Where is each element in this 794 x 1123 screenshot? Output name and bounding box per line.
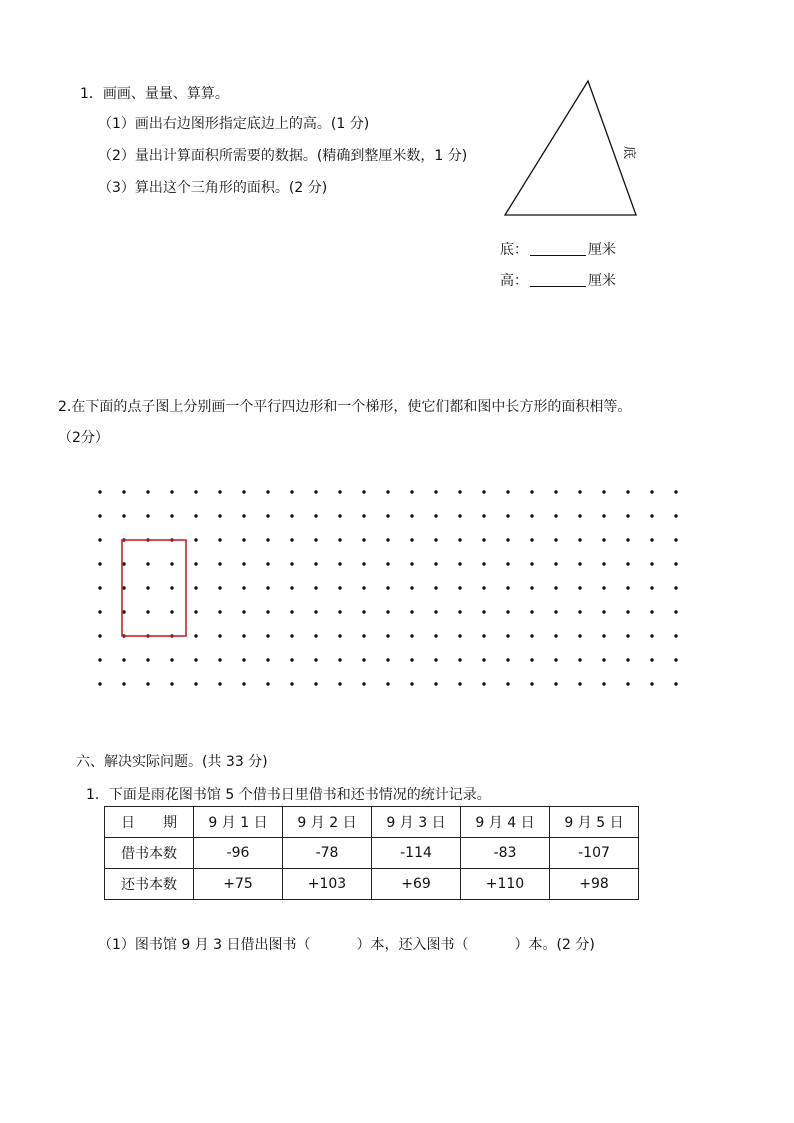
grid-dot bbox=[290, 514, 293, 517]
grid-dot bbox=[578, 562, 581, 565]
grid-dot bbox=[554, 610, 557, 613]
grid-dot bbox=[242, 658, 245, 661]
grid-dot bbox=[218, 610, 221, 613]
grid-dot bbox=[194, 682, 197, 685]
grid-dot bbox=[650, 610, 653, 613]
grid-dot bbox=[194, 634, 197, 637]
grid-dot bbox=[122, 562, 125, 565]
grid-dot bbox=[218, 658, 221, 661]
table-cell: -114 bbox=[372, 838, 461, 869]
base-label: 底： bbox=[500, 242, 528, 258]
grid-dot bbox=[218, 514, 221, 517]
grid-dot bbox=[146, 490, 149, 493]
grid-dot bbox=[650, 634, 653, 637]
grid-dot bbox=[650, 514, 653, 517]
table-header-cell: 日 期 bbox=[105, 807, 194, 838]
grid-dot bbox=[98, 538, 101, 541]
grid-dot bbox=[626, 682, 629, 685]
grid-dot bbox=[218, 682, 221, 685]
grid-dot bbox=[218, 586, 221, 589]
height-blank[interactable] bbox=[530, 272, 586, 287]
grid-dot bbox=[530, 610, 533, 613]
grid-dot bbox=[482, 514, 485, 517]
table-cell: +110 bbox=[461, 869, 550, 900]
grid-dot bbox=[506, 562, 509, 565]
grid-dot bbox=[314, 634, 317, 637]
grid-dot bbox=[194, 490, 197, 493]
grid-dot bbox=[194, 586, 197, 589]
grid-dot bbox=[530, 538, 533, 541]
grid-dot bbox=[242, 514, 245, 517]
grid-dot bbox=[650, 562, 653, 565]
grid-dot bbox=[410, 490, 413, 493]
grid-dot bbox=[674, 490, 677, 493]
grid-dot bbox=[122, 586, 125, 589]
grid-dot bbox=[338, 514, 341, 517]
grid-dot bbox=[386, 610, 389, 613]
grid-dot bbox=[170, 610, 173, 613]
grid-dot bbox=[362, 658, 365, 661]
grid-dot bbox=[482, 658, 485, 661]
grid-dot bbox=[434, 658, 437, 661]
table-cell: -96 bbox=[194, 838, 283, 869]
grid-dot bbox=[386, 586, 389, 589]
table-header-cell: 9 月 5 日 bbox=[550, 807, 639, 838]
grid-dot bbox=[578, 634, 581, 637]
grid-dot bbox=[194, 658, 197, 661]
grid-dot bbox=[194, 562, 197, 565]
grid-dot bbox=[626, 514, 629, 517]
grid-dot bbox=[674, 658, 677, 661]
grid-dot bbox=[602, 538, 605, 541]
grid-dot bbox=[554, 658, 557, 661]
grid-dot bbox=[218, 634, 221, 637]
height-unit: 厘米 bbox=[588, 273, 616, 289]
table-header-cell: 9 月 2 日 bbox=[283, 807, 372, 838]
grid-dot bbox=[626, 610, 629, 613]
grid-dot bbox=[506, 634, 509, 637]
grid-dot bbox=[386, 538, 389, 541]
grid-dot bbox=[650, 682, 653, 685]
grid-dot bbox=[218, 562, 221, 565]
grid-dot bbox=[122, 610, 125, 613]
grid-dot bbox=[578, 538, 581, 541]
grid-dot bbox=[674, 634, 677, 637]
height-label: 高： bbox=[500, 273, 528, 289]
table-cell: -107 bbox=[550, 838, 639, 869]
grid-dot bbox=[122, 490, 125, 493]
grid-dot bbox=[434, 610, 437, 613]
grid-dot bbox=[362, 610, 365, 613]
grid-dot bbox=[266, 610, 269, 613]
grid-dot bbox=[290, 610, 293, 613]
grid-dot bbox=[386, 562, 389, 565]
grid-dot bbox=[482, 538, 485, 541]
grid-dot bbox=[146, 586, 149, 589]
grid-dot bbox=[506, 610, 509, 613]
grid-dot bbox=[362, 634, 365, 637]
grid-dot bbox=[482, 586, 485, 589]
grid-dot bbox=[530, 658, 533, 661]
q1-title: 1．画画、量量、算算。 bbox=[80, 86, 229, 102]
grid-dot bbox=[242, 490, 245, 493]
grid-dot bbox=[386, 658, 389, 661]
grid-dot bbox=[266, 514, 269, 517]
grid-dot bbox=[530, 514, 533, 517]
grid-dot bbox=[98, 610, 101, 613]
grid-dot bbox=[338, 610, 341, 613]
grid-dot bbox=[98, 586, 101, 589]
triangle-shape bbox=[505, 81, 636, 215]
reference-rectangle bbox=[122, 540, 186, 636]
grid-dot bbox=[146, 514, 149, 517]
grid-dot bbox=[410, 634, 413, 637]
grid-dot bbox=[506, 586, 509, 589]
sub1-text-c: ）本。(2 分) bbox=[514, 937, 595, 953]
grid-dot bbox=[602, 634, 605, 637]
grid-dot bbox=[314, 538, 317, 541]
grid-dot bbox=[482, 634, 485, 637]
section6-title: 六、解决实际问题。(共 33 分) bbox=[76, 754, 268, 770]
grid-dot bbox=[170, 514, 173, 517]
grid-dot bbox=[122, 682, 125, 685]
grid-dot bbox=[386, 490, 389, 493]
grid-dot bbox=[410, 658, 413, 661]
grid-dot bbox=[362, 586, 365, 589]
grid-dot bbox=[650, 586, 653, 589]
grid-dot bbox=[506, 658, 509, 661]
grid-dot bbox=[674, 682, 677, 685]
grid-dot bbox=[674, 562, 677, 565]
grid-dot bbox=[602, 658, 605, 661]
grid-dot bbox=[650, 490, 653, 493]
grid-dot bbox=[674, 514, 677, 517]
grid-dot bbox=[290, 562, 293, 565]
table-cell: +69 bbox=[372, 869, 461, 900]
grid-dot bbox=[674, 538, 677, 541]
grid-dot bbox=[482, 490, 485, 493]
grid-dot bbox=[122, 514, 125, 517]
library-stats-table bbox=[104, 806, 639, 900]
grid-dot bbox=[434, 490, 437, 493]
grid-dot bbox=[458, 490, 461, 493]
grid-dot bbox=[362, 514, 365, 517]
grid-dot bbox=[458, 658, 461, 661]
base-unit: 厘米 bbox=[588, 242, 616, 258]
grid-dot bbox=[578, 658, 581, 661]
grid-dot bbox=[194, 610, 197, 613]
grid-dot bbox=[506, 538, 509, 541]
grid-dot bbox=[674, 610, 677, 613]
grid-dot bbox=[266, 490, 269, 493]
q1-item-2: （2）量出计算面积所需要的数据。(精确到整厘米数，1 分) bbox=[98, 148, 468, 164]
table-row-label: 借书本数 bbox=[105, 838, 194, 869]
grid-dot bbox=[650, 538, 653, 541]
grid-dot bbox=[626, 562, 629, 565]
grid-dot bbox=[314, 610, 317, 613]
grid-dot bbox=[530, 562, 533, 565]
grid-dot bbox=[242, 610, 245, 613]
grid-dot bbox=[674, 586, 677, 589]
grid-dot bbox=[170, 586, 173, 589]
grid-dot bbox=[362, 682, 365, 685]
triangle-side-label: 底 bbox=[621, 145, 637, 160]
grid-dot bbox=[338, 490, 341, 493]
grid-dot bbox=[410, 562, 413, 565]
grid-dot bbox=[434, 562, 437, 565]
grid-dot bbox=[242, 538, 245, 541]
grid-dot bbox=[458, 514, 461, 517]
grid-dot bbox=[650, 658, 653, 661]
grid-dot bbox=[530, 586, 533, 589]
grid-dot bbox=[290, 682, 293, 685]
grid-dot bbox=[554, 634, 557, 637]
base-blank[interactable] bbox=[530, 241, 586, 256]
grid-dot bbox=[434, 514, 437, 517]
grid-dot bbox=[626, 538, 629, 541]
grid-dot bbox=[602, 586, 605, 589]
grid-dot bbox=[458, 538, 461, 541]
grid-dot bbox=[266, 682, 269, 685]
grid-dot bbox=[338, 538, 341, 541]
grid-dot bbox=[578, 586, 581, 589]
grid-dot bbox=[554, 586, 557, 589]
grid-dot bbox=[314, 658, 317, 661]
q1-item-3: （3）算出这个三角形的面积。(2 分) bbox=[98, 180, 328, 196]
table-row-borrowed bbox=[105, 838, 639, 869]
grid-dot bbox=[266, 538, 269, 541]
grid-dot bbox=[554, 538, 557, 541]
grid-dot bbox=[434, 634, 437, 637]
grid-dot bbox=[170, 658, 173, 661]
grid-dot bbox=[530, 490, 533, 493]
grid-dot bbox=[314, 562, 317, 565]
grid-dot bbox=[434, 682, 437, 685]
grid-dot bbox=[578, 514, 581, 517]
grid-dot bbox=[242, 634, 245, 637]
grid-dot bbox=[314, 514, 317, 517]
grid-dot bbox=[458, 634, 461, 637]
grid-dot bbox=[362, 538, 365, 541]
grid-dot bbox=[410, 538, 413, 541]
grid-dot bbox=[98, 634, 101, 637]
dot-grid[interactable] bbox=[88, 482, 698, 697]
grid-dot bbox=[290, 634, 293, 637]
grid-dot bbox=[314, 682, 317, 685]
grid-dot bbox=[386, 514, 389, 517]
table-header-cell: 9 月 4 日 bbox=[461, 807, 550, 838]
grid-dot bbox=[290, 490, 293, 493]
q1-item-1: （1）画出右边图形指定底边上的高。(1 分) bbox=[98, 116, 370, 132]
grid-dot bbox=[386, 634, 389, 637]
grid-dot bbox=[242, 562, 245, 565]
grid-dot bbox=[290, 658, 293, 661]
grid-dot bbox=[506, 682, 509, 685]
q2-line2: （2分） bbox=[58, 430, 109, 446]
grid-dot bbox=[266, 658, 269, 661]
table-cell: -78 bbox=[283, 838, 372, 869]
sub1-text-a: （1）图书馆 9 月 3 日借出图书（ bbox=[98, 937, 311, 953]
base-answer-line bbox=[500, 239, 616, 259]
grid-dot bbox=[170, 490, 173, 493]
grid-dot bbox=[578, 610, 581, 613]
grid-dot bbox=[434, 586, 437, 589]
grid-dot bbox=[506, 490, 509, 493]
grid-dot bbox=[146, 682, 149, 685]
grid-dot bbox=[146, 658, 149, 661]
grid-dot bbox=[626, 586, 629, 589]
grid-dot bbox=[146, 562, 149, 565]
grid-dot bbox=[458, 562, 461, 565]
grid-dot bbox=[98, 514, 101, 517]
grid-dot bbox=[194, 514, 197, 517]
grid-dot bbox=[482, 610, 485, 613]
grid-dot bbox=[290, 538, 293, 541]
grid-dot bbox=[530, 634, 533, 637]
grid-dot bbox=[506, 514, 509, 517]
grid-dot bbox=[578, 490, 581, 493]
grid-dot bbox=[338, 634, 341, 637]
grid-dot bbox=[386, 682, 389, 685]
section6-q1-intro: 1．下面是雨花图书馆 5 个借书日里借书和还书情况的统计记录。 bbox=[86, 787, 491, 803]
table-row-label: 还书本数 bbox=[105, 869, 194, 900]
grid-dot bbox=[98, 490, 101, 493]
grid-dot bbox=[410, 586, 413, 589]
grid-dot bbox=[266, 634, 269, 637]
grid-dot bbox=[242, 682, 245, 685]
grid-dot bbox=[410, 610, 413, 613]
grid-dot bbox=[98, 682, 101, 685]
section6-sub1 bbox=[98, 934, 595, 954]
grid-dot bbox=[98, 562, 101, 565]
table-cell: -83 bbox=[461, 838, 550, 869]
grid-dot bbox=[338, 658, 341, 661]
grid-dot bbox=[266, 586, 269, 589]
grid-dot bbox=[602, 562, 605, 565]
grid-dot bbox=[338, 586, 341, 589]
grid-dot bbox=[554, 682, 557, 685]
grid-dot bbox=[242, 586, 245, 589]
grid-dot bbox=[170, 682, 173, 685]
grid-dot bbox=[626, 634, 629, 637]
table-header-row bbox=[105, 807, 639, 838]
table-row-returned bbox=[105, 869, 639, 900]
grid-dot bbox=[434, 538, 437, 541]
grid-dot bbox=[98, 658, 101, 661]
grid-dot bbox=[194, 538, 197, 541]
grid-dot bbox=[218, 490, 221, 493]
grid-dot bbox=[482, 682, 485, 685]
grid-dot bbox=[554, 514, 557, 517]
grid-dot bbox=[146, 610, 149, 613]
table-header-cell: 9 月 1 日 bbox=[194, 807, 283, 838]
grid-dot bbox=[122, 658, 125, 661]
grid-dot bbox=[482, 562, 485, 565]
table-cell: +98 bbox=[550, 869, 639, 900]
table-header-cell: 9 月 3 日 bbox=[372, 807, 461, 838]
grid-dot bbox=[314, 586, 317, 589]
grid-dot bbox=[458, 610, 461, 613]
grid-dot bbox=[314, 490, 317, 493]
height-answer-line bbox=[500, 270, 616, 290]
sub1-text-b: ）本，还入图书（ bbox=[356, 937, 469, 953]
grid-dot bbox=[170, 562, 173, 565]
grid-dot bbox=[554, 562, 557, 565]
grid-dot bbox=[554, 490, 557, 493]
grid-dot bbox=[338, 562, 341, 565]
q2-line1: 2.在下面的点子图上分别画一个平行四边形和一个梯形，使它们都和图中长方形的面积相等。 bbox=[58, 399, 632, 415]
grid-dot bbox=[530, 682, 533, 685]
grid-dot bbox=[602, 514, 605, 517]
grid-dot bbox=[338, 682, 341, 685]
grid-dot bbox=[362, 490, 365, 493]
grid-dot bbox=[602, 610, 605, 613]
grid-dot bbox=[458, 682, 461, 685]
grid-dot bbox=[578, 682, 581, 685]
grid-dot bbox=[362, 562, 365, 565]
table-cell: +75 bbox=[194, 869, 283, 900]
grid-dot bbox=[602, 490, 605, 493]
grid-dot bbox=[602, 682, 605, 685]
grid-dot bbox=[626, 658, 629, 661]
grid-dot bbox=[266, 562, 269, 565]
grid-dot bbox=[290, 586, 293, 589]
grid-dot bbox=[626, 490, 629, 493]
grid-dot bbox=[410, 514, 413, 517]
grid-dot bbox=[410, 682, 413, 685]
grid-dot bbox=[218, 538, 221, 541]
grid-dot bbox=[458, 586, 461, 589]
table-cell: +103 bbox=[283, 869, 372, 900]
